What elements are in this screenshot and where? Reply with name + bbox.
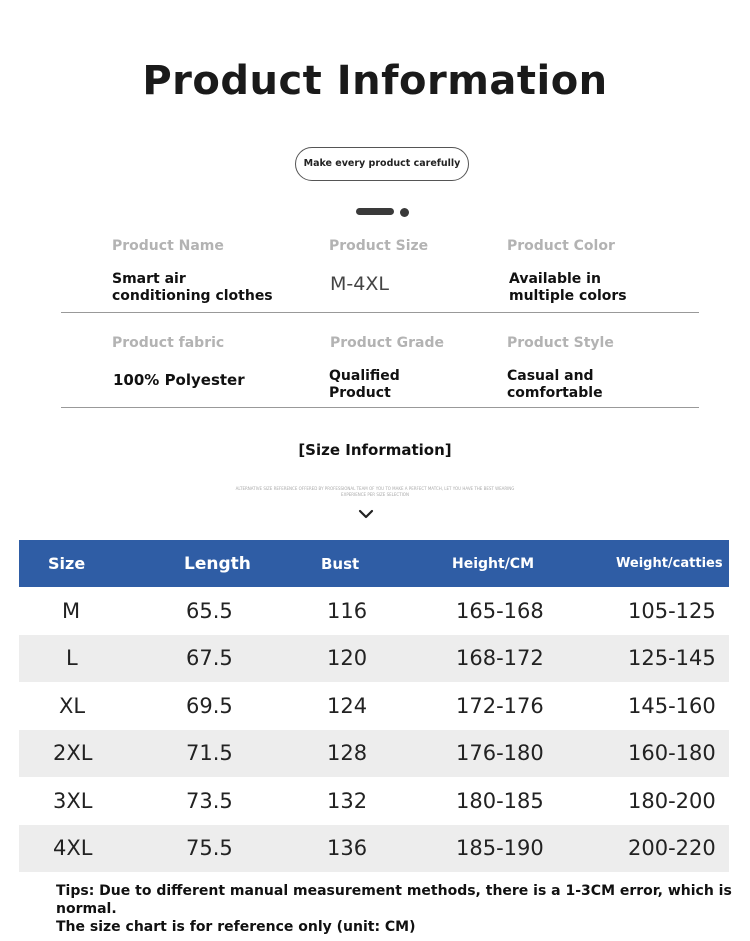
dot-indicator — [400, 208, 409, 217]
tagline-pill: Make every product carefully — [295, 147, 469, 181]
info-value-grade: Qualified Product — [329, 368, 400, 401]
fine-print: ALTERNATIVE SIZE REFERENCE OFFERED BY PROFESSIONAL TEAM OF YOU TO MAKE A PERFECT MATCH, LET YOU HAVE THE BEST WEARING EXPERIENCE PER SIZE SELECTION — [235, 486, 515, 497]
cell-bust: 132 — [327, 788, 368, 813]
table-row — [19, 587, 729, 635]
cell-bust: 128 — [327, 741, 368, 766]
info-label-grade: Product Grade — [330, 335, 444, 351]
cell-height: 168-172 — [456, 646, 544, 671]
cell-height: 185-190 — [456, 836, 544, 861]
cell-height: 165-168 — [456, 598, 544, 623]
info-value-color: Available in multiple colors — [509, 271, 627, 304]
table-row — [19, 682, 729, 730]
cell-length: 71.5 — [186, 741, 233, 766]
divider — [61, 312, 699, 313]
cell-weight: 105-125 — [628, 598, 716, 623]
tips-line: Tips: Due to different manual measurement methods, there is a 1-3CM error, which is normal. — [56, 883, 732, 917]
cell-size: 4XL — [53, 836, 93, 861]
header-size: Size — [48, 554, 86, 573]
info-label-fabric: Product fabric — [112, 335, 225, 351]
cell-bust: 116 — [327, 598, 368, 623]
cell-height: 176-180 — [456, 741, 544, 766]
info-label-color: Product Color — [507, 238, 615, 254]
cell-length: 69.5 — [186, 693, 233, 718]
tips-line: The size chart is for reference only (unit: CM) — [56, 919, 416, 935]
cell-size: XL — [59, 693, 86, 718]
cell-weight: 180-200 — [628, 788, 716, 813]
info-value-size: M-4XL — [330, 273, 389, 295]
header-weight: Weight/catties — [616, 556, 723, 571]
cell-bust: 136 — [327, 836, 368, 861]
info-label-style: Product Style — [507, 335, 614, 351]
cell-weight: 200-220 — [628, 836, 716, 861]
chevron-down-icon — [357, 506, 375, 525]
cell-bust: 124 — [327, 693, 368, 718]
size-table — [19, 540, 729, 872]
info-label-name: Product Name — [112, 238, 224, 254]
cell-weight: 160-180 — [628, 741, 716, 766]
header-height: Height/CM — [452, 555, 535, 572]
size-info-heading: [Size Information] — [298, 441, 452, 459]
cell-weight: 125-145 — [628, 646, 716, 671]
cell-length: 75.5 — [186, 836, 233, 861]
info-label-size: Product Size — [329, 238, 429, 254]
info-value-name: Smart air conditioning clothes — [112, 271, 273, 304]
cell-length: 67.5 — [186, 646, 233, 671]
cell-height: 172-176 — [456, 693, 544, 718]
divider — [61, 407, 699, 408]
cell-size: L — [66, 646, 78, 671]
dot-indicator-active — [356, 208, 394, 215]
tips-note — [56, 882, 736, 936]
info-value-style: Casual and comfortable — [507, 368, 603, 401]
cell-size: M — [62, 598, 81, 623]
table-header-row — [19, 540, 729, 587]
table-row — [19, 825, 729, 873]
page-title: Product Information — [142, 58, 608, 104]
table-row — [19, 777, 729, 825]
info-value-fabric: 100% Polyester — [113, 371, 245, 389]
table-row — [19, 730, 729, 778]
header-bust: Bust — [321, 554, 360, 573]
cell-bust: 120 — [327, 646, 368, 671]
cell-size: 2XL — [53, 741, 93, 766]
header-length: Length — [184, 553, 251, 574]
cell-length: 73.5 — [186, 788, 233, 813]
cell-weight: 145-160 — [628, 693, 716, 718]
cell-height: 180-185 — [456, 788, 544, 813]
cell-size: 3XL — [53, 788, 93, 813]
table-row — [19, 635, 729, 683]
cell-length: 65.5 — [186, 598, 233, 623]
